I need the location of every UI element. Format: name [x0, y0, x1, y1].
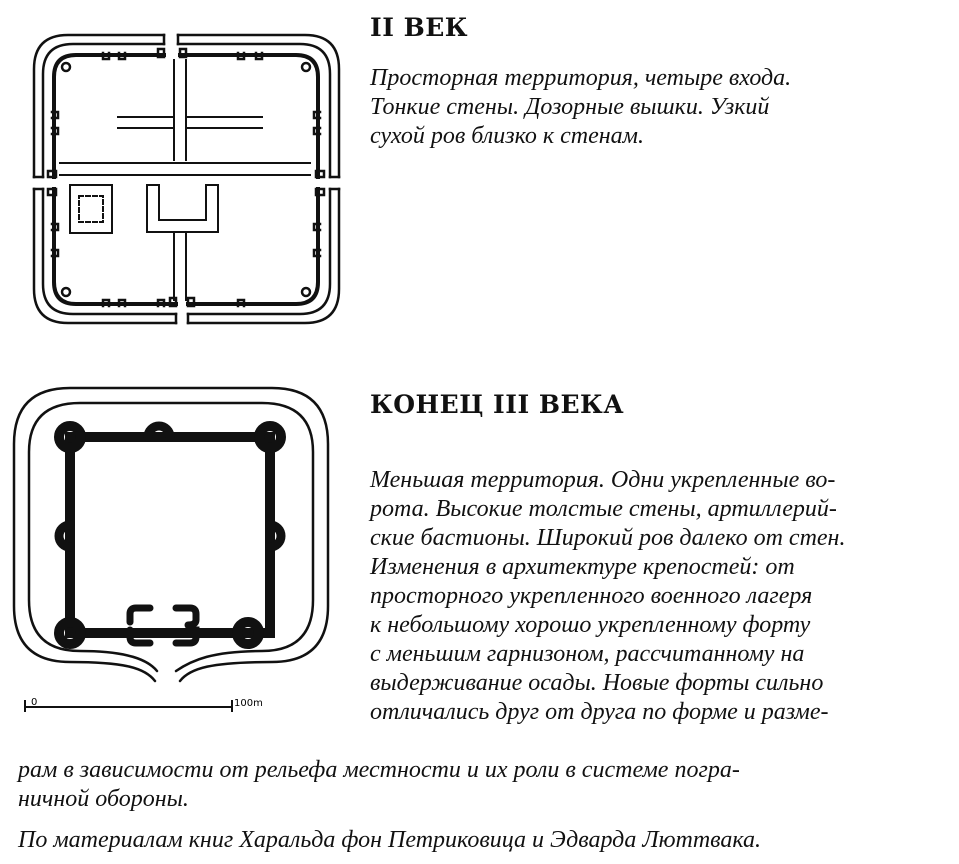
interval-bastions	[59, 426, 281, 547]
section2-wide-line: рам в зависимости от рельефа местности и их роли в системе погра-	[18, 757, 740, 783]
scale-end-label: 100m	[234, 698, 263, 709]
section2-line: рота. Высокие толстые стены, артиллерий-	[370, 496, 837, 522]
section1-line: Просторная территория, четыре входа.	[370, 65, 792, 91]
section2-line: просторного укрепленного военного лагеря	[370, 583, 813, 609]
scale-start-label: 0	[31, 697, 38, 708]
section1-line: Тонкие стены. Дозорные вышки. Узкий	[370, 94, 770, 120]
section1-heading: II ВЕК	[370, 13, 469, 42]
section2-line: ские бастионы. Широкий ров далеко от стен.	[370, 525, 846, 551]
fort-plan-late-3rd-century	[0, 0, 350, 864]
section2-line: Изменения в архитектуре крепостей: от	[370, 554, 795, 580]
section2-line: Меньшая территория. Одни укрепленные во-	[370, 467, 836, 493]
section2-line: выдерживание осады. Новые форты сильно	[370, 670, 824, 696]
scale-bar	[25, 700, 232, 712]
section2-line: отличались друг от друга по форме и разме-	[370, 699, 829, 725]
section1-line: сухой ров близко к стенам.	[370, 123, 644, 149]
source-line: По материалам книг Харальда фон Петриковица и Эдварда Люттвака.	[18, 827, 762, 853]
fort-wall	[70, 437, 270, 633]
section2-wide-line: ничной обороны.	[18, 786, 189, 812]
section2-heading: КОНЕЦ III ВЕКА	[370, 390, 625, 419]
section1-text	[370, 64, 791, 151]
section2-line: с меньшим гарнизоном, рассчитанному на	[370, 641, 805, 667]
section2-line: к небольшому хорошо укрепленному форту	[370, 612, 811, 638]
corner-bastions	[59, 426, 281, 644]
section2-text	[370, 466, 845, 727]
